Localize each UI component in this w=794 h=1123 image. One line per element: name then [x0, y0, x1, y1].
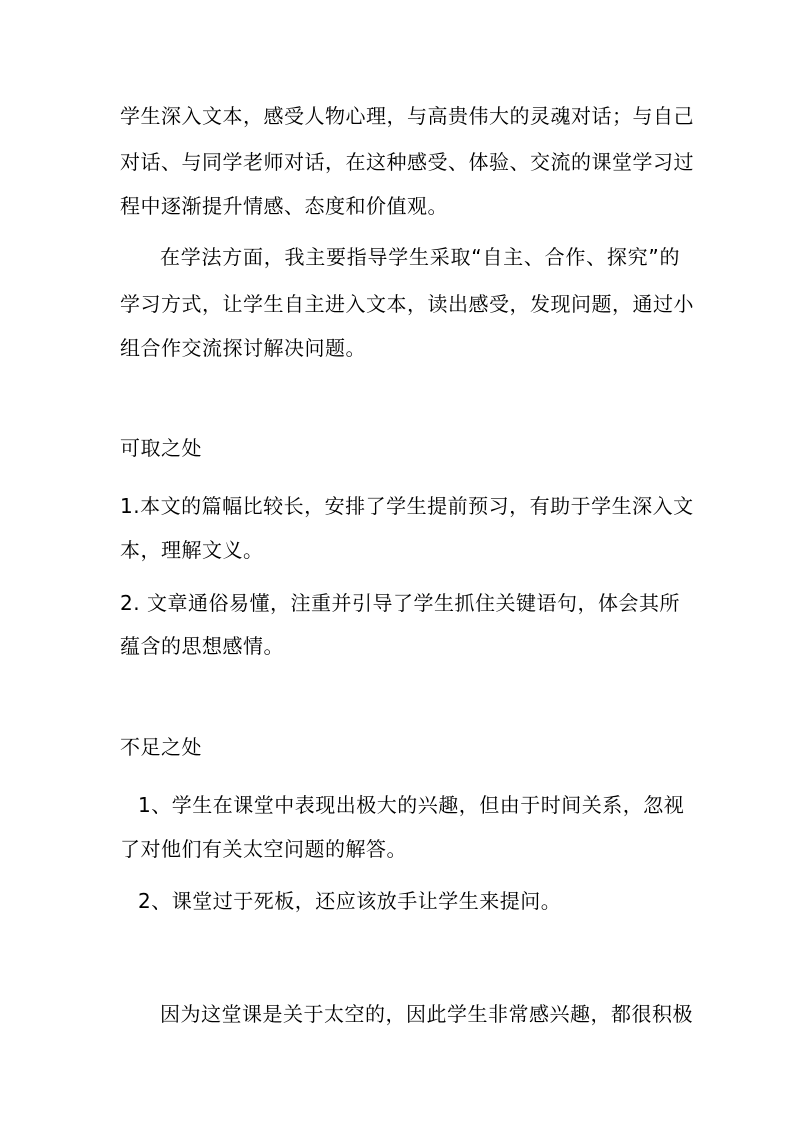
weaknesses-item-1-line-2: 了对他们有关太空问题的解答。 — [120, 837, 407, 861]
weaknesses-heading: 不足之处 — [120, 735, 202, 759]
strengths-item-2-line-1: 2. 文章通俗易懂，注重并引导了学生抓住关键语句，体会其所 — [120, 591, 680, 615]
paragraph-2-line-2: 学习方式，让学生自主进入文本，读出感受，发现问题，通过小 — [120, 292, 694, 316]
paragraph-2-line-1: 在学法方面，我主要指导学生采取“自主、合作、探究”的 — [160, 245, 680, 269]
paragraph-2-line-3: 组合作交流探讨解决问题。 — [120, 336, 366, 360]
paragraph-final-line-1: 因为这堂课是关于太空的，因此学生非常感兴趣，都很积极 — [160, 1002, 693, 1026]
paragraph-1-line-3: 程中逐渐提升情感、态度和价值观。 — [120, 194, 448, 218]
weaknesses-item-1-line-1: 1、学生在课堂中表现出极大的兴趣，但由于时间关系，忽视 — [138, 793, 685, 817]
strengths-item-1-line-2: 本，理解文义。 — [120, 538, 264, 562]
strengths-item-2-line-2: 蕴含的思想感情。 — [120, 634, 284, 658]
weaknesses-item-2-line-1: 2、课堂过于死板，还应该放手让学生来提问。 — [138, 889, 562, 913]
strengths-heading: 可取之处 — [120, 436, 202, 460]
paragraph-1-line-1: 学生深入文本，感受人物心理，与高贵伟大的灵魂对话；与自己 — [120, 104, 694, 128]
strengths-item-1-line-1: 1.本文的篇幅比较长，安排了学生提前预习，有助于学生深入文 — [120, 494, 694, 518]
paragraph-1-line-2: 对话、与同学老师对话，在这种感受、体验、交流的课堂学习过 — [120, 150, 694, 174]
